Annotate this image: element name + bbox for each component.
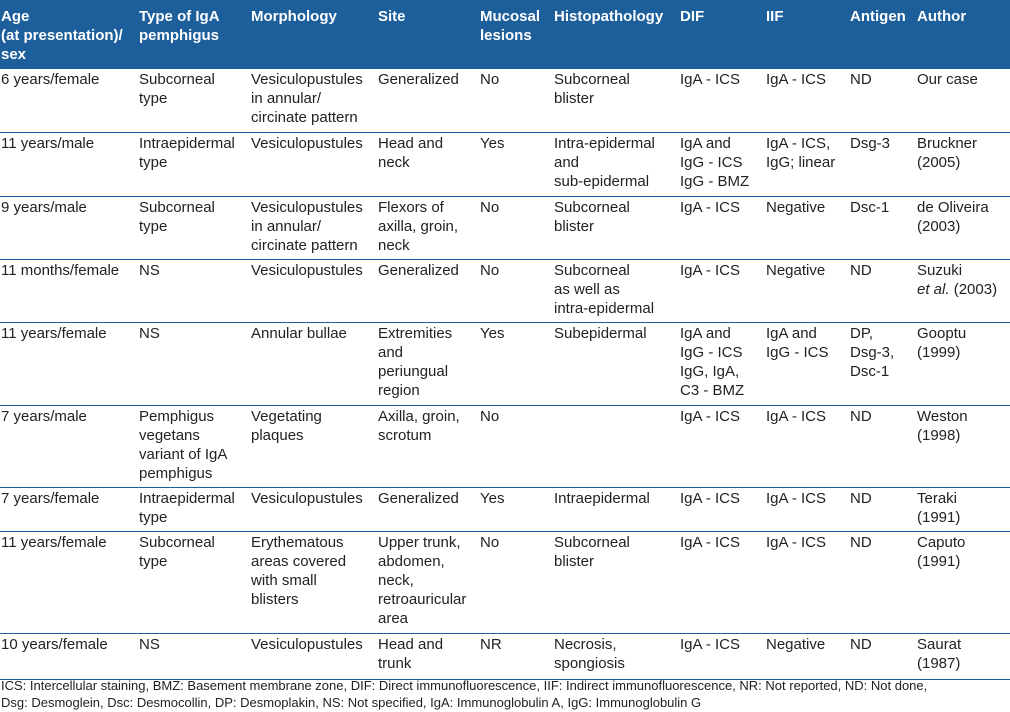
cell-age: 9 years/male [0,196,139,259]
table-row [0,322,1010,405]
cell-antigen: DP, Dsg-3, Dsc-1 [850,322,917,405]
cell-iif: IgA - ICS [766,405,850,487]
cell-site: Extremities and periungual region [378,322,480,405]
cell-author: Suzuki et al. (2003) [917,259,1010,322]
cell-dif: IgA - ICS [680,487,766,531]
header-type: Type of IgA pemphigus [139,0,251,69]
cell-type: NS [139,633,251,679]
cell-dif: IgA and IgG - ICS IgG - BMZ [680,132,766,196]
header-site: Site [378,0,480,69]
cell-histopathology: Intraepidermal [554,487,680,531]
cell-morphology: Vesiculopustules [251,633,378,679]
cell-type: Intraepidermal type [139,132,251,196]
cell-author: Weston (1998) [917,405,1010,487]
cell-mucosal: No [480,71,500,88]
cell-iif: IgA - ICS [766,487,850,531]
cell-histopathology: Subcorneal blister [554,531,680,633]
header-morphology: Morphology [251,0,378,69]
cell-dif: IgA - ICS [680,531,766,633]
cell-morphology: Vesiculopustules [251,487,378,531]
cell-iif: Negative [766,259,850,322]
cell-author: Our case [917,71,978,88]
table-row [0,132,1010,196]
table-footnote [1,677,1009,711]
cell-dif: IgA - ICS [680,259,766,322]
cell-antigen: ND [850,633,917,679]
cell-mucosal: Yes [480,132,554,196]
table-row [0,633,1010,679]
cell-mucosal: No [480,196,554,259]
cell-type: Subcorneal type [139,196,251,259]
cell-mucosal: No [480,259,554,322]
cell-morphology: Vesiculopustules in annular/ circinate pattern [251,71,363,126]
cell-age: 11 months/female [0,259,139,322]
cell-antigen: Dsg-3 [850,132,917,196]
cell-antigen: ND [850,259,917,322]
cell-type: NS [139,259,251,322]
table-row [0,405,1010,487]
cell-iif: IgA - ICS [766,531,850,633]
cell-author: Teraki (1991) [917,487,1010,531]
table-row [0,196,1010,259]
header-mucosal: Mucosal lesions [480,0,554,69]
cell-mucosal: No [480,405,554,487]
cell-site: Head and neck [378,132,480,196]
cell-type: NS [139,322,251,405]
cell-iif: Negative [766,633,850,679]
cell-dif: IgA - ICS [680,71,741,88]
table-row [0,487,1010,531]
cell-age: 10 years/female [0,633,139,679]
cell-site: Flexors of axilla, groin, neck [378,196,480,259]
cell-iif: IgA and IgG - ICS [766,322,850,405]
cell-histopathology: Subcorneal blister [554,71,630,107]
cell-antigen: ND [850,405,917,487]
cell-type: Intraepidermal type [139,487,251,531]
cell-mucosal: No [480,531,554,633]
cell-histopathology [554,405,680,487]
cell-antigen: ND [850,487,917,531]
cell-age: 11 years/male [0,132,139,196]
cell-author: de Oliveira (2003) [917,196,1010,259]
cell-mucosal: Yes [480,322,554,405]
cell-author: Bruckner (2005) [917,132,1010,196]
cell-author: Caputo (1991) [917,531,1010,633]
cell-age: 7 years/female [0,487,139,531]
cell-author: Gooptu (1999) [917,322,1010,405]
cell-dif: IgA and IgG - ICS IgG, IgA, C3 - BMZ [680,322,766,405]
cell-morphology: Vegetating plaques [251,405,378,487]
header-antigen: Antigen [850,0,917,69]
cell-histopathology: Subcorneal blister [554,196,680,259]
cell-histopathology: Necrosis, spongiosis [554,633,680,679]
cell-iif: IgA - ICS [766,71,827,88]
cell-site: Generalized [378,71,459,88]
cell-type: Subcorneal type [139,531,251,633]
cell-site: Upper trunk, abdomen, neck, retroauricular area [378,531,480,633]
header-iif: IIF [766,0,850,69]
cell-antigen: ND [850,71,872,88]
table-row [0,69,1010,132]
cell-age: 6 years/female [1,71,100,88]
cell-histopathology: Intra-epidermal and sub-epidermal [554,132,680,196]
cell-histopathology: Subepidermal [554,322,680,405]
cell-iif: IgA - ICS, IgG; linear [766,132,850,196]
cell-morphology: Vesiculopustules [251,132,378,196]
cell-morphology: Vesiculopustules [251,259,378,322]
cell-type: Pemphigus vegetans variant of IgA pemphigus [139,405,251,487]
header-author: Author [917,0,1010,69]
cell-dif: IgA - ICS [680,633,766,679]
cell-morphology: Erythematous areas covered with small blisters [251,531,378,633]
cell-site: Generalized [378,259,480,322]
cell-site: Head and trunk [378,633,480,679]
cell-author: Saurat (1987) [917,633,1010,679]
cell-morphology: Annular bullae [251,322,378,405]
footnote-line-2: Dsg: Desmoglein, Dsc: Desmocollin, DP: Desmoplakin, NS: Not specified, IgA: Immunoglobulin A, IgG: Immunoglobulin G [1,695,702,710]
cell-mucosal: NR [480,633,554,679]
cell-histopathology: Subcorneal as well as intra-epidermal [554,259,680,322]
header-age: Age (at presentation)/ sex [0,0,139,69]
table-row [0,259,1010,322]
header-histopathology: Histopathology [554,0,680,69]
cell-antigen: ND [850,531,917,633]
table-row [0,531,1010,633]
cell-dif: IgA - ICS [680,196,766,259]
footnote-line-1: ICS: Intercellular staining, BMZ: Basement membrane zone, DIF: Direct immunofluorescence, IIF: Indirect immunofluorescence, NR: Not reported, ND: Not done, [1,678,928,693]
cell-dif: IgA - ICS [680,405,766,487]
cell-site: Axilla, groin, scrotum [378,405,480,487]
cell-age: 11 years/female [0,531,139,633]
cell-site: Generalized [378,487,480,531]
cell-mucosal: Yes [480,487,554,531]
header-dif: DIF [680,0,766,69]
cell-iif: Negative [766,196,850,259]
cell-antigen: Dsc-1 [850,196,917,259]
header-row [0,0,1010,69]
cell-age: 11 years/female [0,322,139,405]
cell-morphology: Vesiculopustules in annular/ circinate pattern [251,196,378,259]
cell-type: Subcorneal type [139,71,215,107]
cell-age: 7 years/male [0,405,139,487]
